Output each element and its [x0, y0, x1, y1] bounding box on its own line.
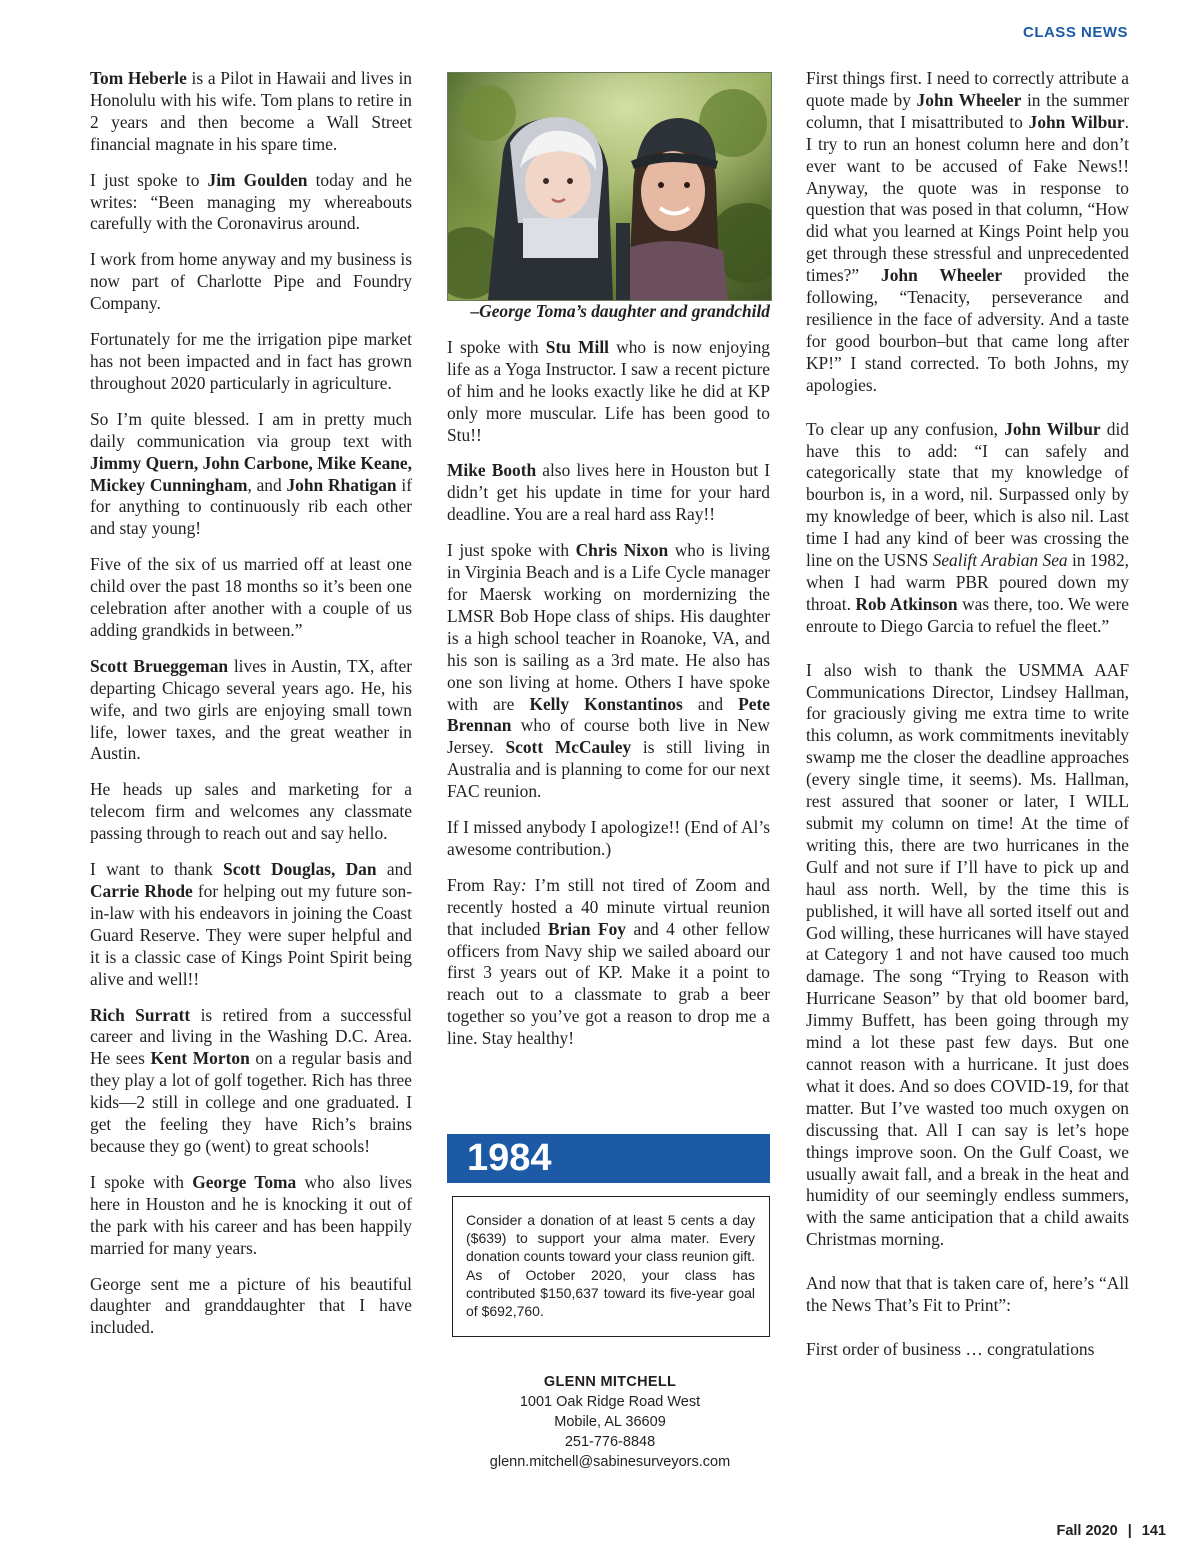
column-2 — [447, 68, 770, 1064]
paragraph: Five of the six of us married off at least one child over the past 18 months so it’s been one celebration after another with a couple of us adding grandkids in between.” — [90, 554, 412, 640]
paragraph: If I missed anybody I apologize!! (End of Al’s awesome contribution.) — [447, 817, 770, 859]
name-highlight: John Wilbur — [1004, 418, 1101, 439]
paragraph: Scott Brueggeman lives in Austin, TX, after departing Chicago several years ago. He, his wife, and two girls are enjoying small town life, lower taxes, and the great weather in Austin. — [90, 655, 412, 764]
paragraph: So I’m quite blessed. I am in pretty much daily communication via group text with Jimmy Quern, John Carbone, Mike Keane, Mickey Cunningham, and John Rhatigan if for anything to continuously rib each other and stay young! — [90, 408, 412, 539]
name-highlight: George Toma — [192, 1171, 297, 1192]
contact-phone: 251-776-8848 — [564, 1434, 656, 1450]
name-highlight: Scott Douglas, Dan — [223, 859, 377, 880]
name-highlight: Chris Nixon — [575, 540, 669, 561]
paragraph: Tom Heberle is a Pilot in Hawaii and lives in Honolulu with his wife. Tom plans to retire in 2 years and then become a Wall Street financial magnate in his spare time. — [90, 68, 412, 154]
italic-text: : — [520, 874, 527, 895]
name-highlight: Tom Heberle — [90, 68, 187, 88]
paragraph: And now that that is taken care of, here’s “All the News That’s Fit to Print”: — [806, 1273, 1129, 1316]
page-footer — [1056, 1523, 1166, 1539]
name-highlight: Brian Foy — [547, 918, 627, 939]
name-highlight: Kelly Konstantinos — [529, 693, 683, 714]
name-highlight: John Wilbur — [1028, 111, 1125, 132]
column-1 — [90, 68, 412, 1353]
contact-email[interactable]: glenn.mitchell@sabinesurveyors.com — [489, 1454, 731, 1470]
paragraph: First order of business … congratulations — [806, 1338, 1095, 1359]
class-secretary-contact — [447, 1372, 773, 1472]
name-highlight: Carrie Rhode — [90, 881, 193, 901]
column-3 — [806, 68, 1129, 1383]
name-highlight: John Wheeler — [881, 265, 1003, 286]
page-number: 141 — [1141, 1523, 1166, 1539]
paragraph: I want to thank Scott Douglas, Dan and Carrie Rhode for helping out my future son-in-law with his endeavors in joining the Coast Guard Reserve. They were super helpful and it is a classic case of Kings Point Spirit being alive and well!! — [90, 859, 412, 989]
name-highlight: Kent Morton — [150, 1048, 250, 1069]
name-highlight: Jim Goulden — [207, 169, 308, 190]
paragraph: I just spoke to Jim Goulden today and he writes: “Been managing my whereabouts carefully with the Coronavirus around. — [90, 169, 413, 234]
contact-name: GLENN MITCHELL — [543, 1374, 677, 1390]
paragraph: First things first. I need to correctly attribute a quote made by John Wheeler in the summer column, that I misattributed to John Wilbur. I try to run an honest column here and don’t ever want to be accused of Fake News!! Anyway, the quote was in response to question that was posed in that column, “How did what you learned at Kings Point help you get through these stressful and unprecedented times?” John Wheeler provided the following, “Tenacity, perseverance and resilience in the face of adversity. And a taste for good bourbon–but that came long after KP!” I stand corrected. To both Johns, my apologies. — [806, 68, 1130, 395]
name-highlight: Scott Brueggeman — [90, 655, 229, 676]
paragraph: From Ray: I’m still not tired of Zoom and recently hosted a 40 minute virtual reunion that included Brian Foy and 4 other fellow officers from Navy ship we sailed aboard our first 3 years out of KP. Make it a point to reach out to a classmate to grab a beer together so you’ve got a reason to drop me a line. Stay healthy! — [447, 874, 771, 1049]
name-highlight: Stu Mill — [545, 336, 609, 357]
name-highlight: Jimmy Quern, John Carbone, Mike Keane, Mickey Cunningham — [90, 452, 412, 495]
paragraph: I spoke with George Toma who also lives here in Houston and he is knocking it out of the park with his career and has been happily married for many years. — [90, 1171, 412, 1258]
paragraph: George sent me a picture of his beautiful daughter and granddaughter that I have included. — [90, 1273, 412, 1338]
issue-label: Fall 2020 — [1056, 1523, 1118, 1539]
paragraph: To clear up any confusion, John Wilbur did have this to add: “I can safely and categorically state that my knowledge of bourbon is, in a word, nil. Surpassed only by my knowledge of beer, which is also nil. Last time I had any kind of beer was crossing the line on the USNS Sealift Arabian Sea in 1982, when I had warm PBR poured down my throat. Rob Atkinson was there, too. We were enroute to Diego Garcia to refuel the fleet.” — [806, 418, 1130, 636]
name-highlight: Mike Booth — [447, 460, 537, 481]
donation-notice: Consider a donation of at least 5 cents a day ($639) to support your alma mater. Every donation counts toward your class reunion gift. As of October 2020, your class has contributed $150,637 toward its five-year goal of $692,760. — [452, 1196, 770, 1337]
paragraph: Rich Surratt is retired from a successful career and living in the Washing D.C. Area. He sees Kent Morton on a regular basis and they play a lot of golf together. Rich has three kids—2 still in college and one graduated. I get the feeling they have Rich’s brains because they go (went) to great schools! — [90, 1004, 412, 1156]
name-highlight: Pete Brennan — [447, 693, 771, 736]
paragraph: I just spoke with Chris Nixon who is living in Virginia Beach and is a Life Cycle manager for Maersk working on mordernizing the LMSR Bob Hope class of ships. His daughter is a high school teacher in Roanoke, VA, and his son is sailing as a 3rd mate. He also has one son living at home. Others I have spoke with are Kelly Konstantinos and Pete Brennan who of course both live in New Jersey. Scott McCauley is still living in Australia and is planning to come for our next FAC reunion. — [447, 540, 771, 802]
class-year-banner: 1984 — [447, 1134, 770, 1183]
name-highlight: John Wheeler — [916, 89, 1022, 110]
italic-text: Sealift Arabian Sea — [932, 550, 1068, 571]
paragraph: I also wish to thank the USMMA AAF Communications Director, Lindsey Hallman, for graciously giving me extra time to write this column, as work commitments inevitably swamp me the closer the deadline approaches (every single time, it seems). Ms. Hallman, rest assured that sooner or later, I WILL submit my column on time! At the time of writing this, there are two hurricanes in the Gulf and not sure if I’ll have to pick up and haul ass north. Well, by the time this is published, it will have all sorted itself out and God willing, these hurricanes will have stayed at Category 1 and not have caused too much damage. The song “Trying to Reason with Hurricane Season” by that old boomer bard, Jimmy Buffett, has been going through my mind a lot these past few days. But one cannot reason with a hurricane. It just does what it does. And so does COVID-19, for that matter. But I’ve wasted too much oxygen on discussing that. All I can say is let’s hope things improve soon. On the Gulf Coast, we usually await fall, and a break in the heat and humidity of our seemingly endless summers, with the same anticipation that a child awaits Christmas morning. — [806, 659, 1129, 1250]
name-highlight: Rob Atkinson — [855, 593, 958, 614]
paragraph: I work from home anyway and my business is now part of Charlotte Pipe and Foundry Company. — [90, 249, 412, 314]
section-label: CLASS NEWS — [1022, 24, 1128, 41]
contact-address-line-1: 1001 Oak Ridge Road West — [519, 1394, 701, 1410]
paragraph: He heads up sales and marketing for a telecom firm and welcomes any classmate passing through to reach out and say hello. — [90, 779, 412, 844]
footer-separator: | — [1127, 1523, 1132, 1539]
name-highlight: John Rhatigan — [286, 474, 397, 495]
name-highlight: Rich Surratt — [90, 1004, 191, 1025]
contact-address-line-2: Mobile, AL 36609 — [554, 1414, 666, 1430]
paragraph: Mike Booth also lives here in Houston but I didn’t get his update in time for your hard deadline. You are a real hard ass Ray!! — [447, 460, 770, 525]
family-photo — [447, 72, 772, 301]
name-highlight: Scott McCauley — [505, 737, 632, 758]
paragraph: Fortunately for me the irrigation pipe market has not been impacted and in fact has grown throughout 2020 particularly in agriculture. — [90, 329, 412, 393]
photo-caption: –George Toma’s daughter and grandchild — [470, 301, 770, 321]
paragraph: I spoke with Stu Mill who is now enjoying life as a Yoga Instructor. I saw a recent picture of him and he looks exactly like he did at KP only more muscular. Life has been good to Stu!! — [447, 336, 771, 445]
